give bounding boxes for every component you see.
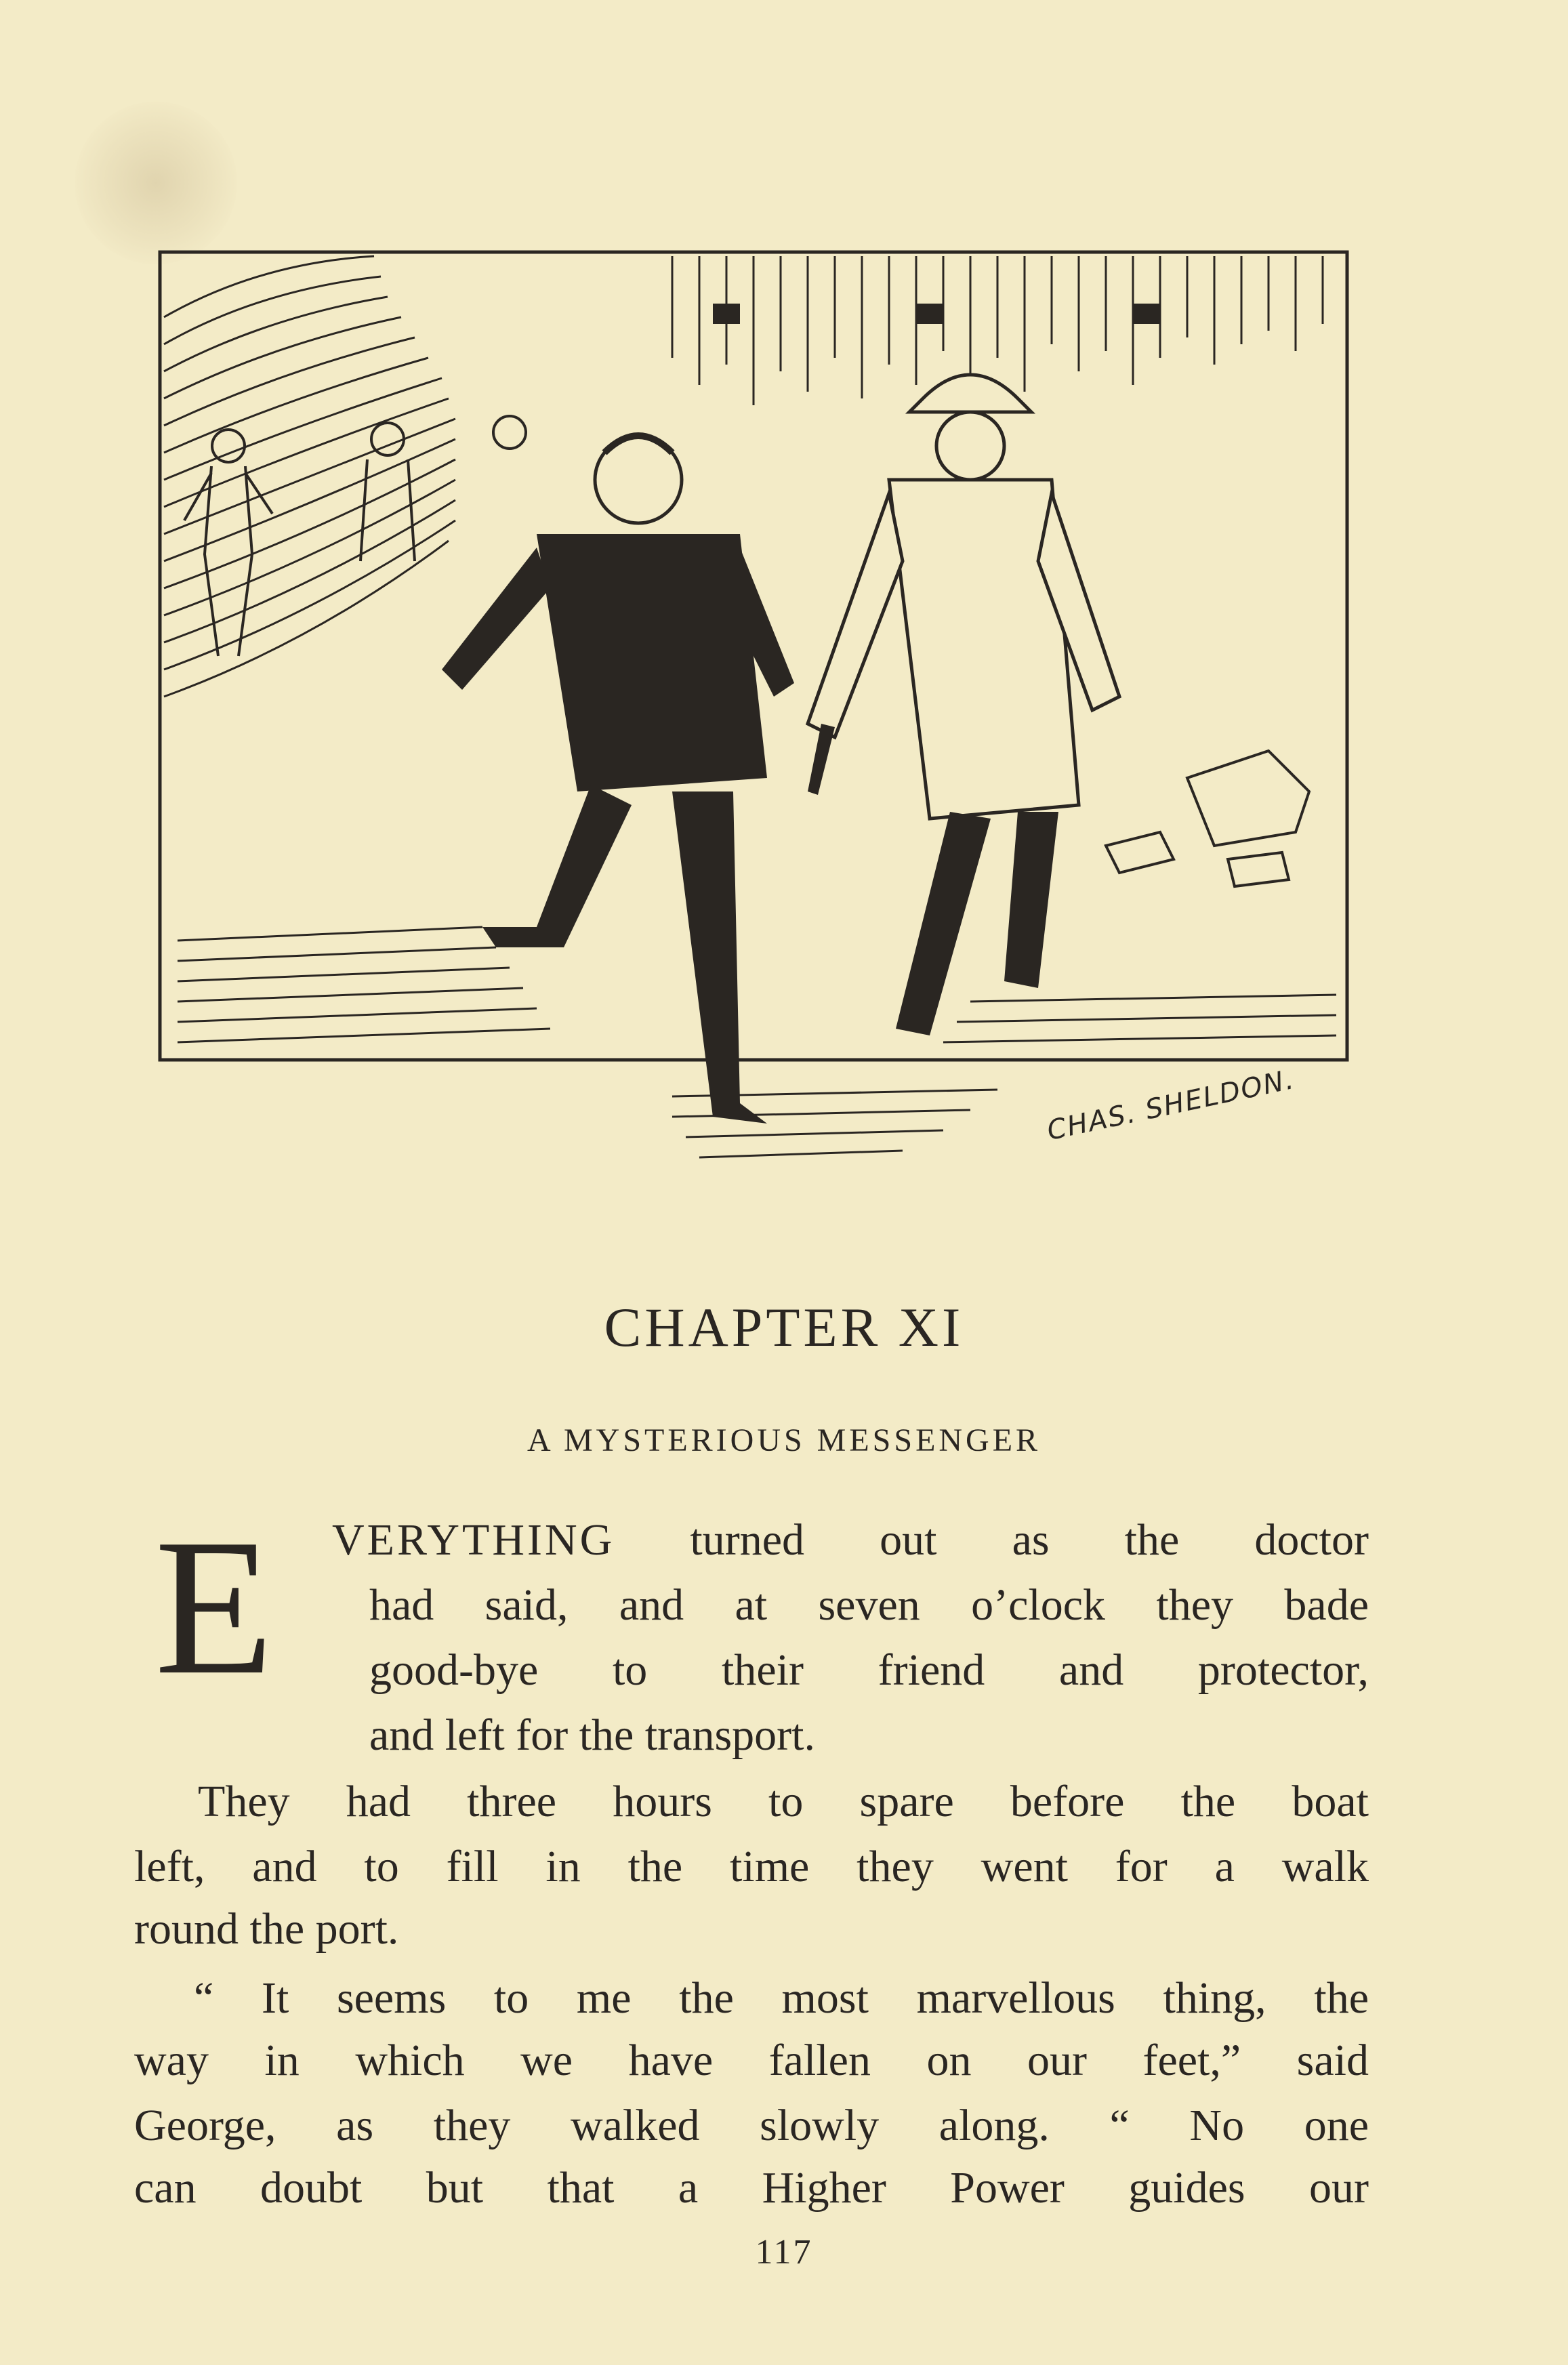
- chapter-illustration: [157, 249, 1350, 1225]
- text-line: “ It seems to me the most marvellous thing, the: [194, 1973, 1369, 2023]
- background-figures: [184, 416, 526, 656]
- text-line: round the port.: [134, 1904, 399, 1954]
- artist-signature: CHAS. SHELDON.: [1044, 1063, 1298, 1147]
- text-line: left, and to fill in the time they went for a walk: [134, 1842, 1369, 1891]
- first-word: VERYTHING: [332, 1515, 615, 1565]
- text-line: good-bye to their friend and protector,: [369, 1645, 1369, 1695]
- drop-cap: E: [154, 1499, 274, 1715]
- illustration-drawing: [157, 249, 1350, 1225]
- text-line: They had three hours to spare before the boat: [198, 1777, 1369, 1826]
- man-in-pith-helmet: [808, 375, 1119, 1035]
- text-line: George, as they walked slowly along. “ No one: [134, 2101, 1369, 2150]
- text-line: and left for the transport.: [369, 1710, 815, 1760]
- text-line: way in which we have fallen on our feet,” said: [134, 2036, 1369, 2085]
- wall-hatching: [164, 256, 455, 697]
- text-line: had said, and at seven o’clock they bade: [369, 1580, 1369, 1630]
- running-man: [442, 436, 794, 1124]
- text-line-part: turned out as the doctor: [690, 1515, 1369, 1565]
- page-number: 117: [755, 2233, 813, 2271]
- rocks: [1106, 751, 1309, 886]
- chapter-title: CHAPTER XI: [604, 1296, 964, 1358]
- text-line: [332, 1515, 1369, 1565]
- text-line: can doubt but that a Higher Power guides our: [134, 2163, 1369, 2213]
- chapter-subtitle: A MYSTERIOUS MESSENGER: [527, 1422, 1041, 1458]
